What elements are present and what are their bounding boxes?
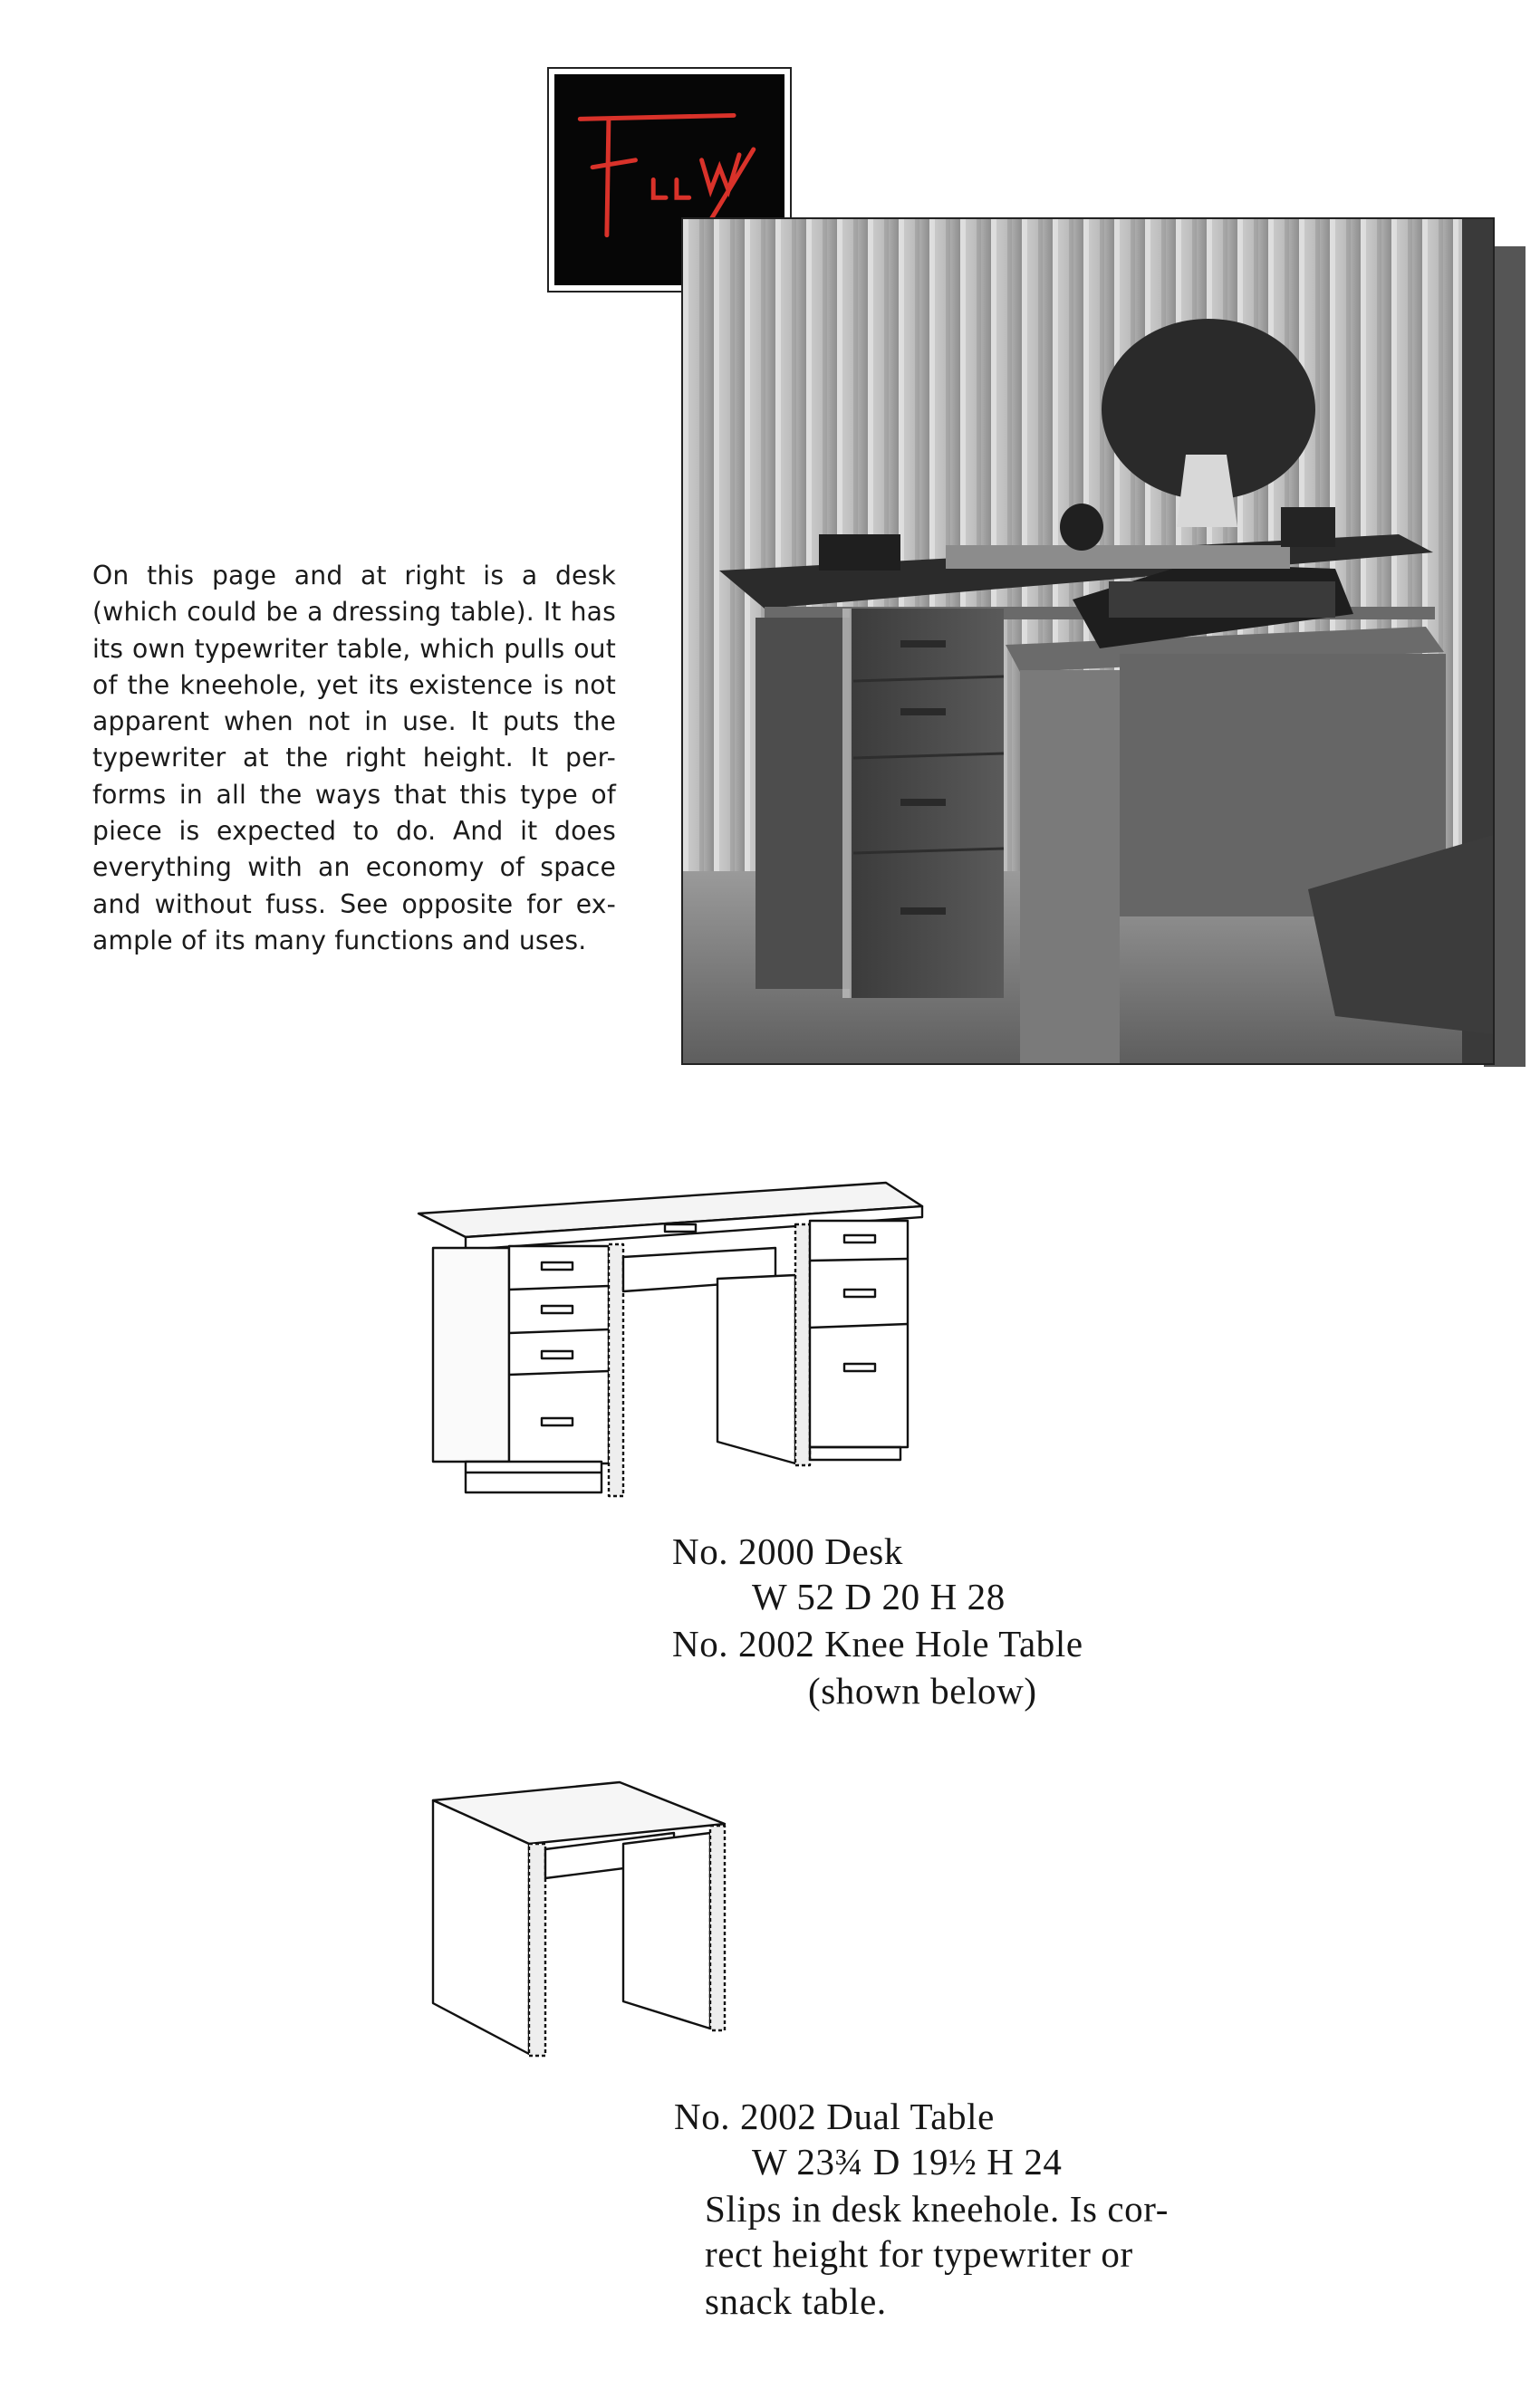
intro-line: everything with an economy of space	[92, 852, 616, 883]
intro-line: forms in all the ways that this type of	[92, 779, 616, 810]
intro-line: and without fuss. See opposite for ex-	[92, 888, 616, 919]
desk-model-title: No. 2000 Desk	[672, 1530, 903, 1572]
dual-table-dimensions: W 23¾ D 19½ H 24	[752, 2141, 1063, 2183]
dual-table-line-drawing	[429, 1779, 737, 2067]
intro-line: its own typewriter table, which pulls out	[92, 633, 616, 664]
desk-line-drawing	[415, 1174, 926, 1500]
shown-below-note: (shown below)	[808, 1670, 1037, 1712]
dual-table-description-line: Slips in desk kneehole. Is cor-	[705, 2188, 1169, 2230]
intro-line: (which could be a dressing table). It has	[92, 597, 616, 628]
intro-line: On this page and at right is a desk	[92, 561, 616, 590]
dual-table-description-line: snack table.	[705, 2280, 887, 2322]
intro-line: piece is expected to do. And it does	[92, 816, 616, 847]
dual-table-title: No. 2002 Dual Table	[674, 2096, 995, 2137]
knee-hole-table-title: No. 2002 Knee Hole Table	[672, 1623, 1083, 1664]
dual-table-description-line: rect height for typewriter or	[705, 2233, 1133, 2275]
intro-line: of the kneehole, yet its existence is not	[92, 669, 616, 700]
intro-line: apparent when not in use. It puts the	[92, 706, 616, 737]
intro-line: typewriter at the right height. It per-	[92, 743, 616, 773]
desk-dimensions: W 52 D 20 H 28	[752, 1576, 1006, 1617]
intro-paragraph	[92, 558, 616, 959]
intro-line: ample of its many functions and uses.	[92, 925, 587, 955]
desk-photo	[681, 217, 1495, 1065]
